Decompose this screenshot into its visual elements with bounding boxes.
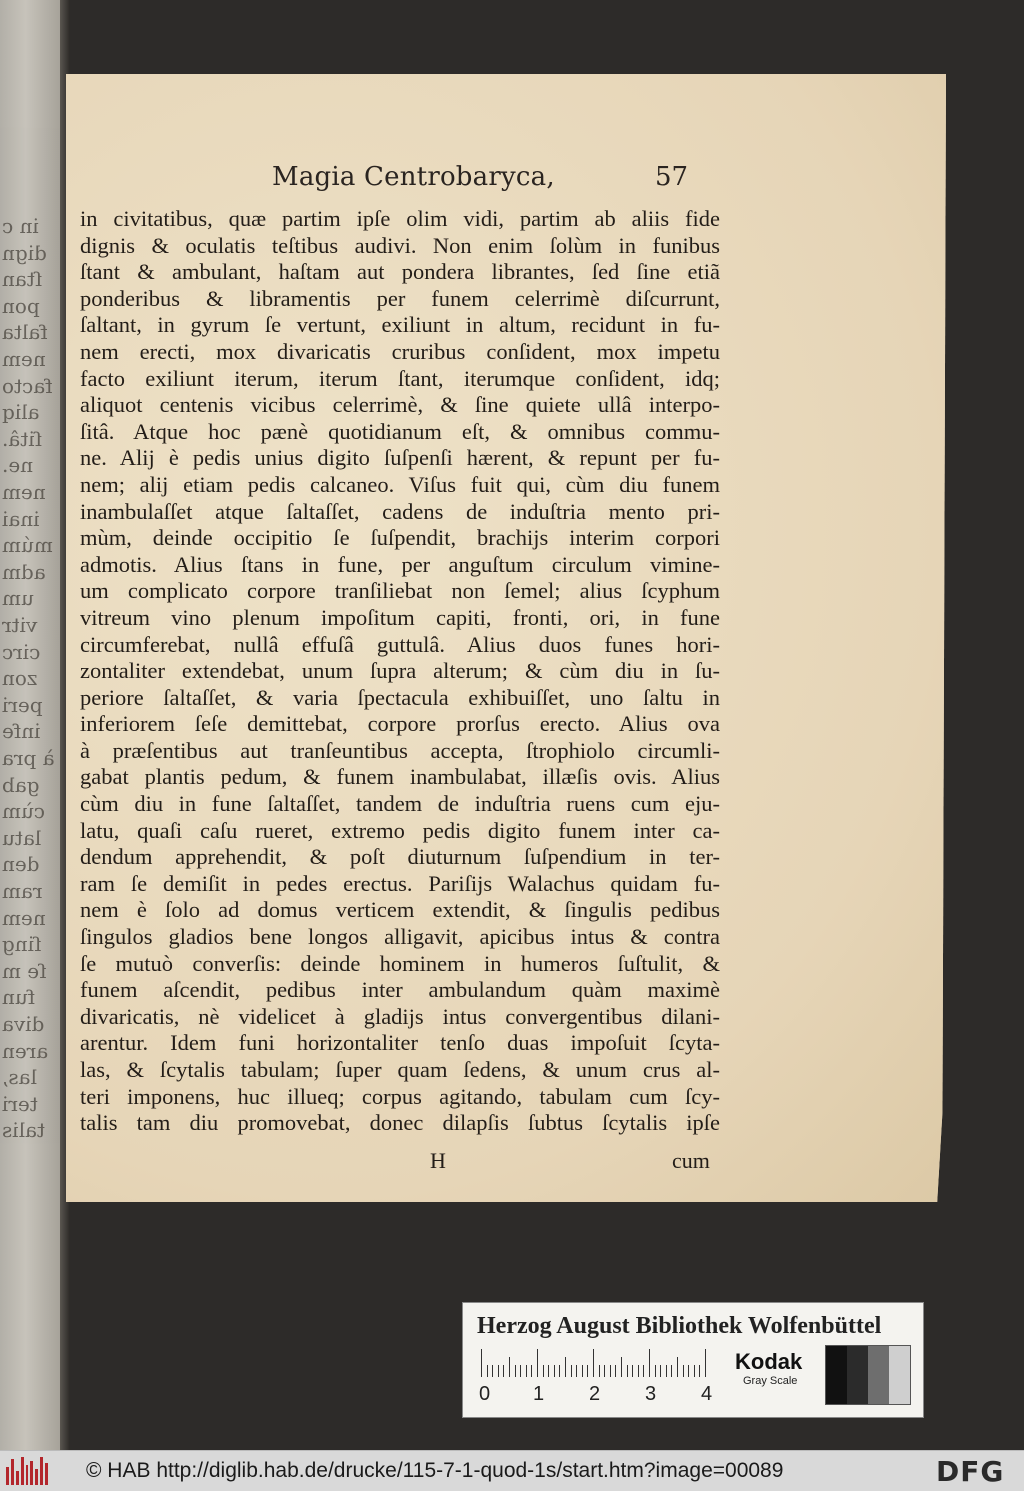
ruler-tick <box>565 1357 566 1377</box>
text-line: dendum apprehendit, & poſt diuturnum ſuſpendium in ter- <box>80 844 720 870</box>
text-line: ſitâ. Atque hoc pænè quotidianum eſt, & omnibus commu- <box>80 418 720 444</box>
ruler-label: 0 <box>479 1383 491 1405</box>
ruler-tick <box>503 1365 504 1377</box>
ruler-tick <box>492 1365 493 1377</box>
facing-page-fragment: peri <box>2 692 43 717</box>
facing-page-fragment: diva <box>2 1012 45 1036</box>
text-line: um complicato corpore tranſiliebat non ſemel; alius ſcyphum <box>80 578 720 604</box>
text-line: cùm diu in fune ſaltaſſet, tandem de induſtria ruens cum eju- <box>80 791 720 817</box>
facing-page-fragment: pon <box>2 293 40 318</box>
gray-patch <box>889 1346 910 1404</box>
ruler-tick <box>487 1365 488 1377</box>
card-title: Herzog August Bibliothek Wolfenbüttel <box>477 1313 882 1339</box>
text-line: latu, quaſi caſu rueret, extremo pedis digito funem inter ca- <box>80 817 720 843</box>
text-line: mùm, deinde occipitio ſe ſuſpendit, brachijs interim corpori <box>80 525 720 551</box>
ruler-tick <box>582 1365 583 1377</box>
ruler-label: 4 <box>701 1383 713 1405</box>
text-line: à præſentibus aut tranſeuntibus accepta, ſtrophiolo circumli- <box>80 737 720 763</box>
logo-bar <box>45 1463 48 1485</box>
ruler-tick <box>615 1365 616 1377</box>
logo-bar <box>30 1461 33 1485</box>
logo-bar <box>6 1467 9 1485</box>
ruler-tick <box>481 1349 482 1377</box>
text-line: inambulaſſet atque ſaltaſſet, cadens de induſtria mento pri- <box>80 498 720 524</box>
ruler-label: 3 <box>645 1383 657 1405</box>
facing-page-fragment: ſing <box>2 932 42 957</box>
facing-page-fragment: vitr <box>2 613 38 637</box>
text-line: vitreum vino plenum impoſitum capiti, fronti, ori, in fune <box>80 604 720 630</box>
ruler-tick <box>683 1365 684 1377</box>
logo-bar <box>40 1457 43 1485</box>
ruler-tick <box>632 1365 633 1377</box>
ruler-tick <box>520 1365 521 1377</box>
facing-page-fragment: talis <box>2 1118 46 1143</box>
text-line: facto exiliunt iterum, iterum ſtant, iterumque conſident, idq; <box>80 365 720 391</box>
ruler-tick <box>638 1365 639 1377</box>
page-number: 57 <box>655 162 689 192</box>
facing-page-fragment: dign <box>2 240 47 265</box>
facing-page-fragment: den <box>2 852 40 877</box>
text-line: gabat plantis pedum, & funem inambulabat, illæſis ovis. Alius <box>80 764 720 790</box>
facing-page-fragment: aren <box>2 1038 49 1063</box>
facing-page-fragment: ram <box>2 879 43 903</box>
gray-patch <box>868 1346 889 1404</box>
logo-bar <box>35 1469 38 1485</box>
ruler-tick <box>543 1365 544 1377</box>
ruler-tick <box>515 1365 516 1377</box>
kodak-logo: Kodak <box>735 1349 803 1374</box>
text-line: talis tam diu promovebat, donec dilapſis ſubtus ſcytalis ipſe <box>80 1110 720 1136</box>
ruler-tick <box>498 1365 499 1377</box>
text-line: circumferebat, nullâ effuſâ guttulâ. Alius duos funes hori- <box>80 631 720 657</box>
facing-page-fragment: ſe m <box>2 958 47 983</box>
facing-page-fragment: latu <box>2 825 42 850</box>
text-line: nem erecti, mox divaricatis cruribus conſident, mox impetu <box>80 338 720 364</box>
text-line: ſtant & ambulant, haſtam aut pondera librantes, ſed ſine etiã <box>80 259 720 285</box>
color-calibration-card <box>462 1302 924 1418</box>
ruler-tick <box>655 1365 656 1377</box>
text-line: ſaltant, in gyrum ſe vertunt, exiliunt in altum, recidunt in fu- <box>80 312 720 338</box>
facing-page-fragment: fun <box>2 985 36 1010</box>
ruler-tick <box>599 1365 600 1377</box>
ruler-tick <box>593 1349 594 1377</box>
ruler-tick <box>627 1365 628 1377</box>
ruler-tick <box>610 1365 611 1377</box>
facing-page-fragment: in c <box>2 214 39 238</box>
ruler-tick <box>526 1365 527 1377</box>
ruler-tick <box>705 1349 706 1377</box>
facing-page-fragment: facto <box>2 373 53 398</box>
facing-page-fragment: teri <box>2 1091 38 1116</box>
facing-page-fragment: infe <box>2 719 41 744</box>
ruler-label: 1 <box>533 1383 545 1405</box>
logo-bar <box>26 1465 29 1485</box>
ruler-tick <box>587 1365 588 1377</box>
gray-scale-label: Gray Scale <box>743 1375 798 1387</box>
ruler-tick <box>660 1365 661 1377</box>
ruler-tick <box>677 1357 678 1377</box>
text-line: in civitatibus, quæ partim ipſe olim vidi, partim ab aliis fide <box>80 206 720 231</box>
body-text <box>80 206 720 1137</box>
facing-page-fragment: um <box>2 586 34 611</box>
text-line: ram ſe demiſit in pedes erectus. Pariſijs Walachus quidam fu- <box>80 870 720 896</box>
signature-mark: H <box>430 1148 446 1173</box>
logo-bar <box>16 1471 19 1485</box>
text-line: ne. Alij è pedis unius digito ſuſpenſi hærent, & repunt per fu- <box>80 445 720 471</box>
ruler-tick <box>699 1365 700 1377</box>
ruler-tick <box>688 1365 689 1377</box>
gray-scale-patches <box>825 1345 911 1405</box>
footer-bar <box>0 1450 1024 1491</box>
facing-page-fragment: nem <box>2 480 46 504</box>
ruler-label: 2 <box>589 1383 601 1405</box>
running-head: Magia Centrobaryca, <box>272 162 555 192</box>
text-line: ponderibus & libramentis per funem celerrimè diſcurrunt, <box>80 285 720 311</box>
text-line: inferiorem ſeſe demittebat, corpore prorſus erecto. Alius ova <box>80 711 720 737</box>
ruler-tick <box>576 1365 577 1377</box>
text-line: admotis. Alius ſtans in fune, per anguſtum circulum vimine- <box>80 551 720 577</box>
ruler-tick <box>571 1365 572 1377</box>
facing-page-fragment: cùm <box>2 799 46 824</box>
facing-page-fragment: ſitâ. <box>2 426 43 451</box>
text-line: funem aſcendit, pedibus inter ambulandum quàm maximè <box>80 977 720 1003</box>
ruler-tick <box>694 1365 695 1377</box>
text-line: zontaliter extendebat, unum ſupra alterum; & cùm diu in ſu- <box>80 658 720 684</box>
facing-page-fragment: ne. <box>2 453 34 478</box>
ruler-tick <box>531 1365 532 1377</box>
copyright-url[interactable]: © HAB http://diglib.hab.de/drucke/115-7-1-quod-1s/start.htm?image=00089 <box>86 1459 784 1482</box>
text-line: nem; alij etiam pedis calcaneo. Viſus fuit qui, cùm diu funem <box>80 471 720 497</box>
text-line: aliquot centenis vicibus celerrimè, & ſine quiete ullâ interpo- <box>80 392 720 418</box>
text-line: las, & ſcytalis tabulam; ſuper quam ſedens, & unum crus al- <box>80 1057 720 1082</box>
facing-page-fragment: zon <box>2 666 38 691</box>
facing-page-fragment: aliq <box>2 400 40 425</box>
ruler-tick <box>643 1365 644 1377</box>
text-line: periore ſaltaſſet, & varia ſpectacula exhibuiſſet, uno ſaltu in <box>80 684 720 710</box>
dfg-logo: DFG <box>936 1455 1005 1488</box>
facing-page-fragment: inai <box>2 506 40 531</box>
ruler-tick <box>649 1349 650 1377</box>
facing-page-edge <box>0 0 64 1450</box>
facing-page-fragment: las, <box>2 1065 37 1090</box>
facing-page-fragment: à pra <box>2 746 55 770</box>
facing-page-fragment: múm <box>2 533 53 558</box>
facing-page-fragment: adm <box>2 559 46 584</box>
text-line: ſe mutuò converſis: deinde hominem in humeros ſuſtulit, & <box>80 950 720 976</box>
ruler-tick <box>621 1357 622 1377</box>
hab-logo-icon <box>6 1457 48 1485</box>
facing-page-fragment: nem <box>2 347 46 371</box>
gray-patch <box>847 1346 868 1404</box>
ruler-tick <box>537 1349 538 1377</box>
facing-page-fragment: gab <box>2 772 40 797</box>
ruler-tick <box>548 1365 549 1377</box>
ruler-tick <box>509 1357 510 1377</box>
ruler-scale <box>481 1349 711 1377</box>
logo-bar <box>21 1457 24 1485</box>
text-line: dignis & oculatis teſtibus audivi. Non enim ſolùm in funibus <box>80 232 720 258</box>
ruler-tick <box>554 1365 555 1377</box>
gray-patch <box>826 1346 847 1404</box>
text-line: ſingulos gladios bene longos alligavit, apicibus intus & contra <box>80 924 720 950</box>
facing-page-fragment: ſtan <box>2 267 43 292</box>
ruler-tick <box>666 1365 667 1377</box>
text-line: teri imponens, huc illueq; corpus agitando, tabulam cum ſcy- <box>80 1083 720 1109</box>
facing-page-fragment: circ <box>2 639 41 664</box>
ruler-tick <box>559 1365 560 1377</box>
logo-bar <box>11 1459 14 1485</box>
text-line: divaricatis, nè videlicet à gladijs intus convergentibus dilani- <box>80 1003 720 1029</box>
text-line: nem è ſolo ad domus verticem extendit, & ſingulis pedibus <box>80 897 720 923</box>
ruler-tick <box>671 1365 672 1377</box>
text-line: arentur. Idem funi horizontaliter tenſo duas impoſuit ſcyta- <box>80 1030 720 1056</box>
ruler-tick <box>604 1365 605 1377</box>
catchword: cum <box>672 1148 710 1173</box>
facing-page-fragment: falta <box>2 320 48 345</box>
facing-page-fragment: nem <box>2 905 46 930</box>
